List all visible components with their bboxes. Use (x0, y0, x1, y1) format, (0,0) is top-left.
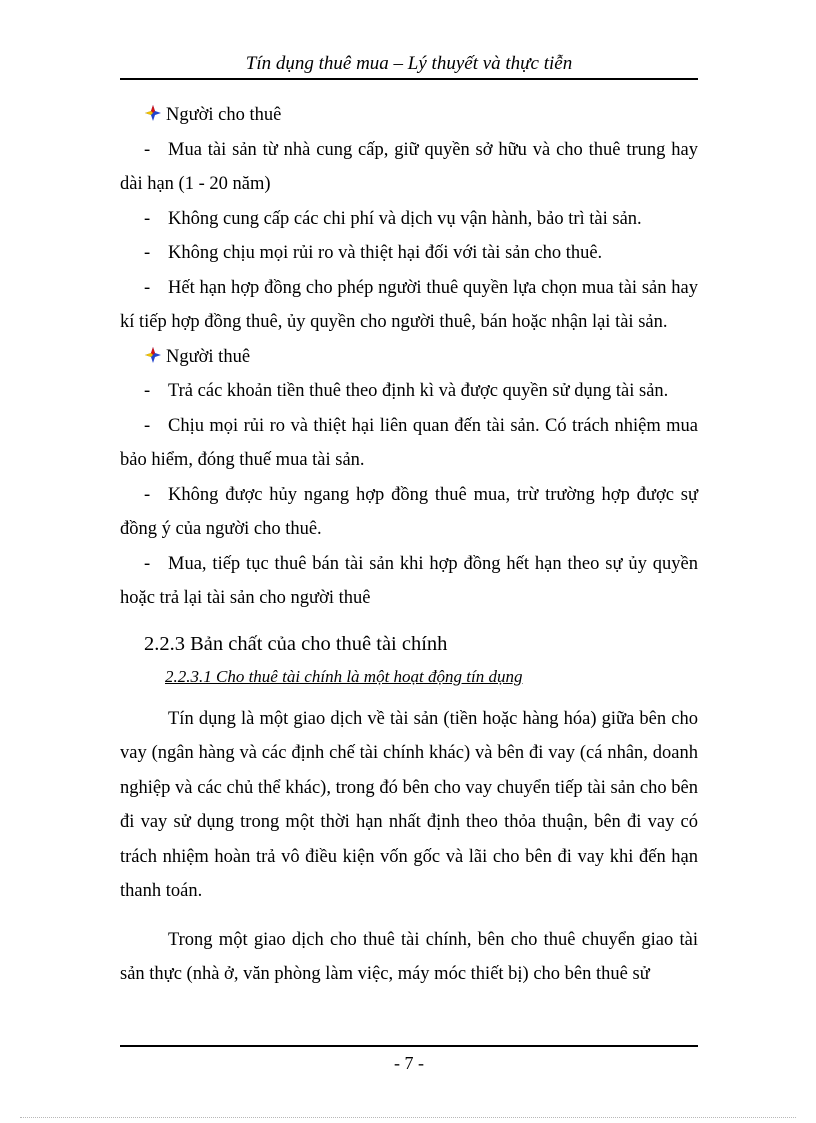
body-paragraph: Tín dụng là một giao dịch về tài sản (tiền hoặc hàng hóa) giữa bên cho vay (ngân hàng và các định chế tài chính khác) và bên đi vay (cá nhân, doanh nghiệp và các chủ thể khác), trong đó bên cho vay chuyển tiếp tài sản cho bên đi vay sử dụng trong một thời hạn nhất định theo thỏa thuận, bên đi vay có trách nhiệm hoàn trả vô điều kiện vốn gốc và lãi cho bên đi vay khi đến hạn thanh toán. (120, 708, 698, 901)
page-number: - 7 - (394, 1053, 424, 1073)
four-point-star-icon (144, 104, 162, 122)
section-label-text: Người thuê (166, 346, 251, 367)
header-rule (120, 78, 698, 80)
page-body (120, 98, 698, 992)
section-label-lessee (120, 340, 698, 375)
list-item: - Mua, tiếp tục thuê bán tài sản khi hợp đồng hết hạn theo sự ủy quyền hoặc trả lại tài sản cho người thuê (120, 553, 698, 608)
list-item: - Hết hạn hợp đồng cho phép người thuê quyền lựa chọn mua tài sản hay kí tiếp hợp đồng thuê, ủy quyền cho người thuê, bán hoặc nhận lại tài sản. (120, 277, 698, 332)
body-paragraph: Trong một giao dịch cho thuê tài chính, bên cho thuê chuyển giao tài sản thực (nhà ở, văn phòng làm việc, máy móc thiết bị) cho bên thuê sử (120, 929, 698, 984)
list-item: - Mua tài sản từ nhà cung cấp, giữ quyền sở hữu và cho thuê trung hay dài hạn (1 - 20 năm) (120, 139, 698, 194)
list-item: - Không chịu mọi rủi ro và thiệt hại đối với tài sản cho thuê. (144, 243, 603, 263)
section-heading: 2.2.3 Bản chất của cho thuê tài chính (144, 632, 448, 655)
subsection-heading: 2.2.3.1 Cho thuê tài chính là một hoạt động tín dụng (165, 666, 523, 686)
footer-rule (120, 1045, 698, 1047)
list-item: - Không được hủy ngang hợp đồng thuê mua, trừ trường hợp được sự đồng ý của người cho thuê. (120, 484, 698, 539)
section-label-text: Người cho thuê (166, 105, 282, 125)
list-item: - Trả các khoản tiền thuê theo định kì và được quyền sử dụng tài sản. (144, 381, 669, 401)
running-header: Tín dụng thuê mua – Lý thuyết và thực tiễn (245, 53, 573, 74)
section-label-lessor (120, 98, 698, 133)
page-edge-divider (20, 1117, 796, 1118)
list-item: - Không cung cấp các chi phí và dịch vụ vận hành, bảo trì tài sản. (144, 208, 642, 229)
list-item: - Chịu mọi rủi ro và thiệt hại liên quan đến tài sản. Có trách nhiệm mua bảo hiểm, đóng thuế mua tài sản. (120, 415, 698, 470)
four-point-star-icon (144, 346, 162, 364)
